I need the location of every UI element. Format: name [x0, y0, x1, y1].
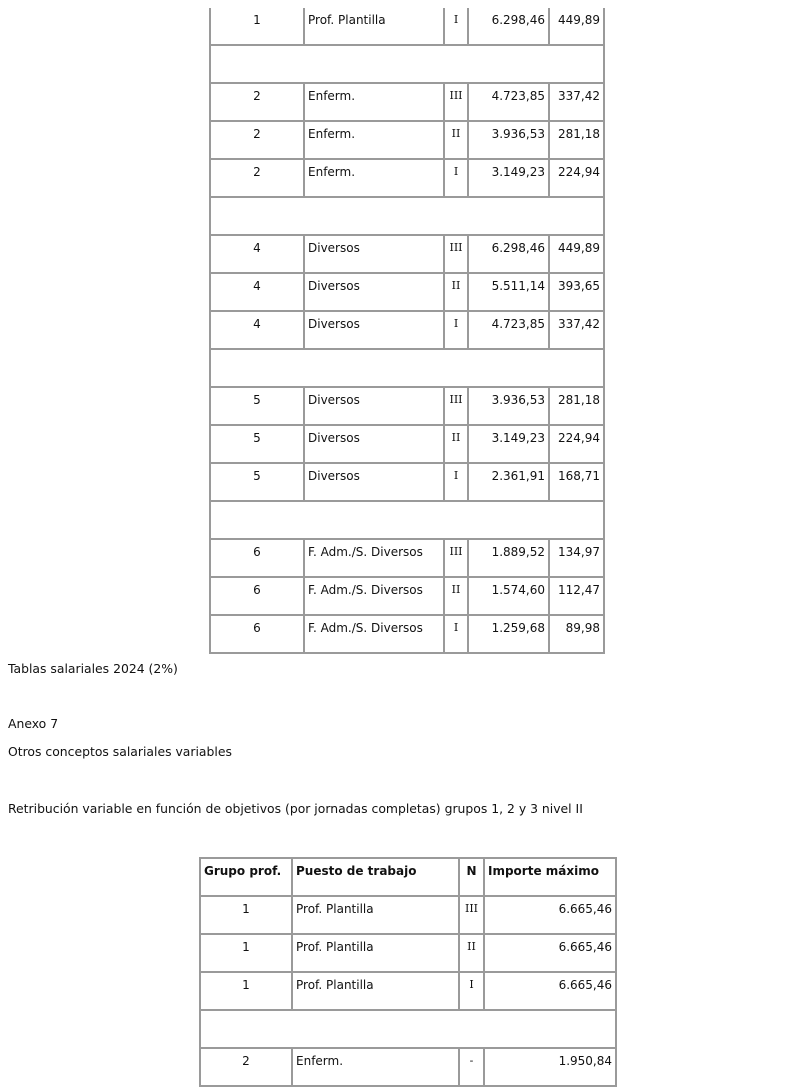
table-row	[210, 121, 604, 159]
cell-grupo: 5	[210, 463, 304, 501]
cell-puesto: Prof. Plantilla	[292, 934, 459, 972]
cell-grupo: 1	[210, 8, 304, 45]
cell-importe: 3.149,23	[468, 425, 549, 463]
spacer-cell	[210, 501, 604, 539]
cell-importe: 5.511,14	[468, 273, 549, 311]
spacer-cell	[210, 349, 604, 387]
table-row	[210, 425, 604, 463]
table-row	[200, 934, 616, 972]
cell-importe-mensual: 393,65	[549, 273, 604, 311]
header-n: N	[459, 858, 484, 896]
cell-puesto: Prof. Plantilla	[304, 8, 444, 45]
table-row	[210, 539, 604, 577]
cell-nivel: I	[444, 615, 468, 653]
cell-nivel: I	[459, 972, 484, 1010]
cell-nivel: III	[444, 235, 468, 273]
cell-nivel: II	[444, 121, 468, 159]
cell-importe-maximo: 1.950,84	[484, 1048, 616, 1086]
cell-nivel: III	[444, 387, 468, 425]
spacer-cell	[210, 197, 604, 235]
cell-nivel: II	[459, 934, 484, 972]
cell-puesto: Diversos	[304, 463, 444, 501]
anexo-subtitle: Otros conceptos salariales variables	[8, 744, 232, 759]
cell-puesto: Enferm.	[304, 159, 444, 197]
cell-importe-maximo: 6.665,46	[484, 896, 616, 934]
table-row	[210, 83, 604, 121]
cell-importe: 4.723,85	[468, 311, 549, 349]
cell-grupo: 4	[210, 273, 304, 311]
cell-puesto: Diversos	[304, 425, 444, 463]
salary-table-2024	[209, 8, 605, 654]
cell-puesto: F. Adm./S. Diversos	[304, 615, 444, 653]
cell-puesto: Enferm.	[304, 121, 444, 159]
table-row	[200, 896, 616, 934]
cell-puesto: Enferm.	[292, 1048, 459, 1086]
cell-nivel: I	[444, 311, 468, 349]
retribucion-caption: Retribución variable en función de objetivos (por jornadas completas) grupos 1, 2 y 3 nivel II	[8, 801, 583, 816]
cell-importe: 1.889,52	[468, 539, 549, 577]
cell-importe-mensual: 112,47	[549, 577, 604, 615]
table-row	[210, 8, 604, 45]
table-row	[210, 387, 604, 425]
spacer-row	[210, 45, 604, 83]
table-header-row	[200, 858, 616, 896]
cell-importe: 6.298,46	[468, 8, 549, 45]
cell-puesto: Prof. Plantilla	[292, 972, 459, 1010]
cell-nivel: III	[459, 896, 484, 934]
table-row	[200, 1048, 616, 1086]
cell-importe: 1.574,60	[468, 577, 549, 615]
anexo-heading: Anexo 7	[8, 716, 59, 731]
cell-nivel: I	[444, 8, 468, 45]
cell-importe-mensual: 281,18	[549, 387, 604, 425]
cell-grupo: 1	[200, 896, 292, 934]
cell-grupo: 6	[210, 539, 304, 577]
cell-importe: 4.723,85	[468, 83, 549, 121]
table-row	[210, 311, 604, 349]
tablas-heading: Tablas salariales 2024 (2%)	[8, 661, 178, 676]
spacer-row	[210, 349, 604, 387]
cell-puesto: F. Adm./S. Diversos	[304, 577, 444, 615]
cell-importe: 3.149,23	[468, 159, 549, 197]
cell-importe: 6.298,46	[468, 235, 549, 273]
cell-importe-mensual: 449,89	[549, 235, 604, 273]
cell-puesto: Diversos	[304, 387, 444, 425]
cell-importe-mensual: 449,89	[549, 8, 604, 45]
cell-grupo: 1	[200, 972, 292, 1010]
cell-nivel: II	[444, 425, 468, 463]
cell-importe: 1.259,68	[468, 615, 549, 653]
cell-nivel: II	[444, 577, 468, 615]
variable-pay-table	[199, 857, 617, 1087]
cell-grupo: 6	[210, 577, 304, 615]
cell-grupo: 5	[210, 387, 304, 425]
cell-importe-mensual: 224,94	[549, 425, 604, 463]
spacer-row	[210, 501, 604, 539]
cell-importe-mensual: 337,42	[549, 311, 604, 349]
cell-nivel: III	[444, 539, 468, 577]
cell-importe-mensual: 224,94	[549, 159, 604, 197]
cell-grupo: 2	[200, 1048, 292, 1086]
cell-importe-mensual: 168,71	[549, 463, 604, 501]
cell-nivel: III	[444, 83, 468, 121]
cell-importe: 3.936,53	[468, 121, 549, 159]
header-grupo: Grupo prof.	[200, 858, 292, 896]
table-row	[210, 577, 604, 615]
cell-puesto: Diversos	[304, 273, 444, 311]
cell-puesto: Prof. Plantilla	[292, 896, 459, 934]
cell-puesto: Enferm.	[304, 83, 444, 121]
cell-grupo: 4	[210, 235, 304, 273]
cell-grupo: 2	[210, 121, 304, 159]
cell-nivel: II	[444, 273, 468, 311]
header-puesto: Puesto de trabajo	[292, 858, 459, 896]
header-importe: Importe máximo	[484, 858, 616, 896]
cell-puesto: F. Adm./S. Diversos	[304, 539, 444, 577]
cell-importe-maximo: 6.665,46	[484, 934, 616, 972]
cell-importe-mensual: 89,98	[549, 615, 604, 653]
cell-grupo: 4	[210, 311, 304, 349]
table-row	[210, 159, 604, 197]
spacer-cell	[200, 1010, 616, 1048]
cell-importe: 3.936,53	[468, 387, 549, 425]
table-row	[210, 235, 604, 273]
table-row	[200, 972, 616, 1010]
table-row	[210, 273, 604, 311]
cell-puesto: Diversos	[304, 311, 444, 349]
cell-nivel: I	[444, 159, 468, 197]
cell-nivel: I	[444, 463, 468, 501]
cell-nivel: -	[459, 1048, 484, 1086]
cell-importe-mensual: 134,97	[549, 539, 604, 577]
table-row	[210, 615, 604, 653]
cell-grupo: 1	[200, 934, 292, 972]
spacer-row	[200, 1010, 616, 1048]
cell-importe: 2.361,91	[468, 463, 549, 501]
cell-grupo: 5	[210, 425, 304, 463]
spacer-row	[210, 197, 604, 235]
table-row	[210, 463, 604, 501]
cell-importe-maximo: 6.665,46	[484, 972, 616, 1010]
cell-puesto: Diversos	[304, 235, 444, 273]
cell-grupo: 2	[210, 83, 304, 121]
spacer-cell	[210, 45, 604, 83]
cell-importe-mensual: 337,42	[549, 83, 604, 121]
cell-grupo: 6	[210, 615, 304, 653]
cell-grupo: 2	[210, 159, 304, 197]
cell-importe-mensual: 281,18	[549, 121, 604, 159]
